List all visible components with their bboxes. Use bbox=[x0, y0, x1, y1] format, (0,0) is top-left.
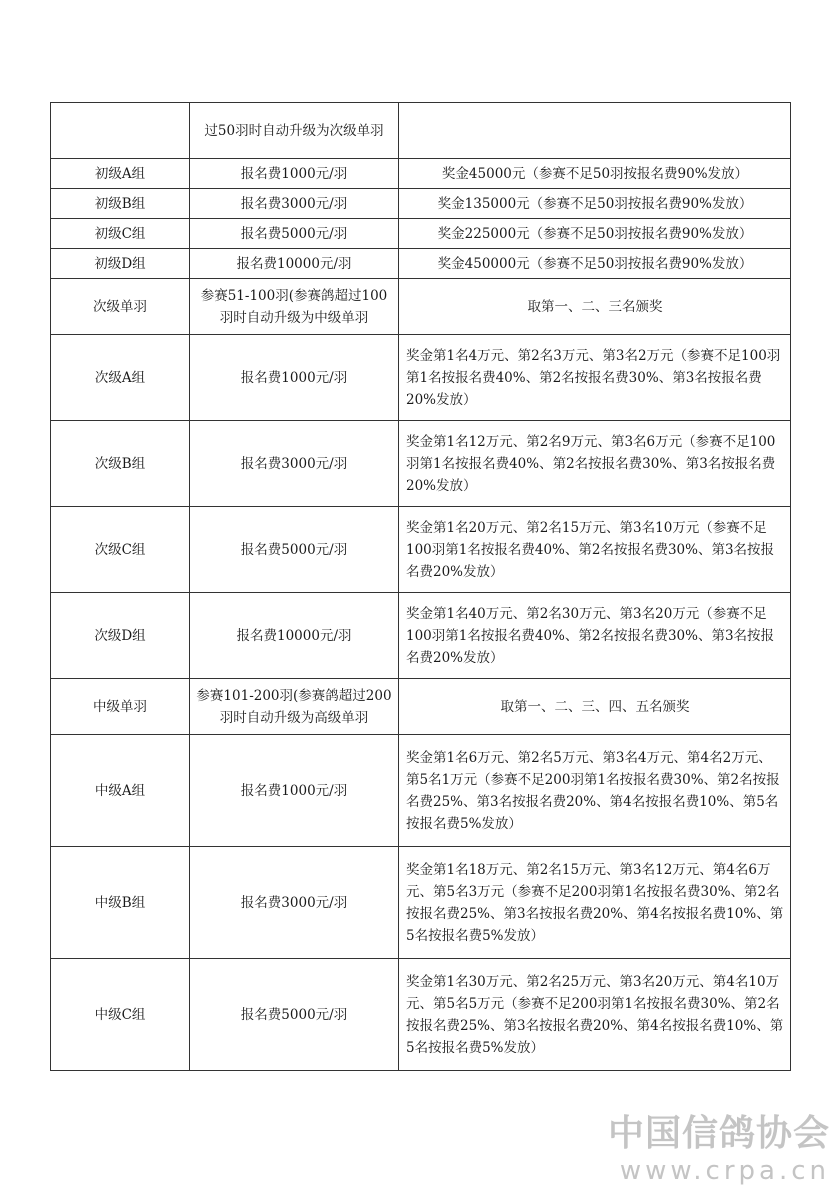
prize-cell: 取第一、二、三、四、五名颁奖 bbox=[399, 679, 791, 735]
fee-cell: 报名费10000元/羽 bbox=[190, 249, 399, 279]
group-cell: 中级单羽 bbox=[51, 679, 190, 735]
prize-cell: 奖金450000元（参赛不足50羽按报名费90%发放） bbox=[399, 249, 791, 279]
fee-cell: 报名费10000元/羽 bbox=[190, 593, 399, 679]
prize-cell: 取第一、二、三名颁奖 bbox=[399, 279, 791, 335]
table-row bbox=[51, 279, 791, 335]
prize-cell: 奖金第1名40万元、第2名30万元、第3名20万元（参赛不足100羽第1名按报名费40%、第2名按报名费30%、第3名按报名费20%发放） bbox=[399, 593, 791, 679]
table-row bbox=[51, 507, 791, 593]
table-row bbox=[51, 189, 791, 219]
table-row bbox=[51, 735, 791, 847]
table-row bbox=[51, 847, 791, 959]
table-row bbox=[51, 249, 791, 279]
group-cell: 次级D组 bbox=[51, 593, 190, 679]
group-cell: 初级C组 bbox=[51, 219, 190, 249]
table-row bbox=[51, 421, 791, 507]
fee-cell: 参赛51-100羽(参赛鸽超过100羽时自动升级为中级单羽 bbox=[190, 279, 399, 335]
group-cell: 次级C组 bbox=[51, 507, 190, 593]
prize-table bbox=[50, 102, 791, 1071]
group-cell bbox=[51, 103, 190, 159]
watermark-name: 中国信鸽协会 bbox=[607, 1113, 830, 1154]
fee-cell: 报名费3000元/羽 bbox=[190, 189, 399, 219]
group-cell: 初级D组 bbox=[51, 249, 190, 279]
group-cell: 中级C组 bbox=[51, 959, 190, 1071]
prize-cell: 奖金135000元（参赛不足50羽按报名费90%发放） bbox=[399, 189, 791, 219]
prize-cell: 奖金第1名6万元、第2名5万元、第3名4万元、第4名2万元、第5名1万元（参赛不足200羽第1名按报名费30%、第2名按报名费25%、第3名按报名费20%、第4名按报名费10%、第5名按报名费5%发放） bbox=[399, 735, 791, 847]
fee-cell: 报名费3000元/羽 bbox=[190, 421, 399, 507]
fee-cell: 报名费5000元/羽 bbox=[190, 219, 399, 249]
table-row bbox=[51, 679, 791, 735]
fee-cell: 报名费3000元/羽 bbox=[190, 847, 399, 959]
prize-cell: 奖金第1名12万元、第2名9万元、第3名6万元（参赛不足100羽第1名按报名费40%、第2名按报名费30%、第3名按报名费20%发放） bbox=[399, 421, 791, 507]
table-row bbox=[51, 159, 791, 189]
prize-cell: 奖金第1名4万元、第2名3万元、第3名2万元（参赛不足100羽第1名按报名费40%、第2名按报名费30%、第3名按报名费20%发放） bbox=[399, 335, 791, 421]
group-cell: 初级B组 bbox=[51, 189, 190, 219]
table-row bbox=[51, 959, 791, 1071]
table-row bbox=[51, 335, 791, 421]
group-cell: 中级B组 bbox=[51, 847, 190, 959]
prize-cell: 奖金45000元（参赛不足50羽按报名费90%发放） bbox=[399, 159, 791, 189]
fee-cell: 报名费5000元/羽 bbox=[190, 507, 399, 593]
watermark bbox=[608, 1112, 830, 1186]
fee-cell: 过50羽时自动升级为次级单羽 bbox=[190, 103, 399, 159]
group-cell: 次级B组 bbox=[51, 421, 190, 507]
fee-cell: 报名费1000元/羽 bbox=[190, 735, 399, 847]
prize-cell: 奖金第1名18万元、第2名15万元、第3名12万元、第4名6万元、第5名3万元（参赛不足200羽第1名按报名费30%、第2名按报名费25%、第3名按报名费20%、第4名按报名费10%、第5名按报名费5%发放） bbox=[399, 847, 791, 959]
group-cell: 初级A组 bbox=[51, 159, 190, 189]
group-cell: 次级A组 bbox=[51, 335, 190, 421]
group-cell: 次级单羽 bbox=[51, 279, 190, 335]
watermark-url: www.crpa.cn bbox=[619, 1156, 830, 1186]
prize-cell: 奖金第1名20万元、第2名15万元、第3名10万元（参赛不足100羽第1名按报名费40%、第2名按报名费30%、第3名按报名费20%发放） bbox=[399, 507, 791, 593]
table-row bbox=[51, 219, 791, 249]
table-row bbox=[51, 593, 791, 679]
fee-cell: 参赛101-200羽(参赛鸽超过200羽时自动升级为高级单羽 bbox=[190, 679, 399, 735]
prize-cell: 奖金第1名30万元、第2名25万元、第3名20万元、第4名10万元、第5名5万元（参赛不足200羽第1名按报名费30%、第2名按报名费25%、第3名按报名费20%、第4名按报名费10%、第5名按报名费5%发放） bbox=[399, 959, 791, 1071]
table-row bbox=[51, 103, 791, 159]
fee-cell: 报名费5000元/羽 bbox=[190, 959, 399, 1071]
fee-cell: 报名费1000元/羽 bbox=[190, 335, 399, 421]
fee-cell: 报名费1000元/羽 bbox=[190, 159, 399, 189]
prize-cell: 奖金225000元（参赛不足50羽按报名费90%发放） bbox=[399, 219, 791, 249]
prize-cell bbox=[399, 103, 791, 159]
group-cell: 中级A组 bbox=[51, 735, 190, 847]
